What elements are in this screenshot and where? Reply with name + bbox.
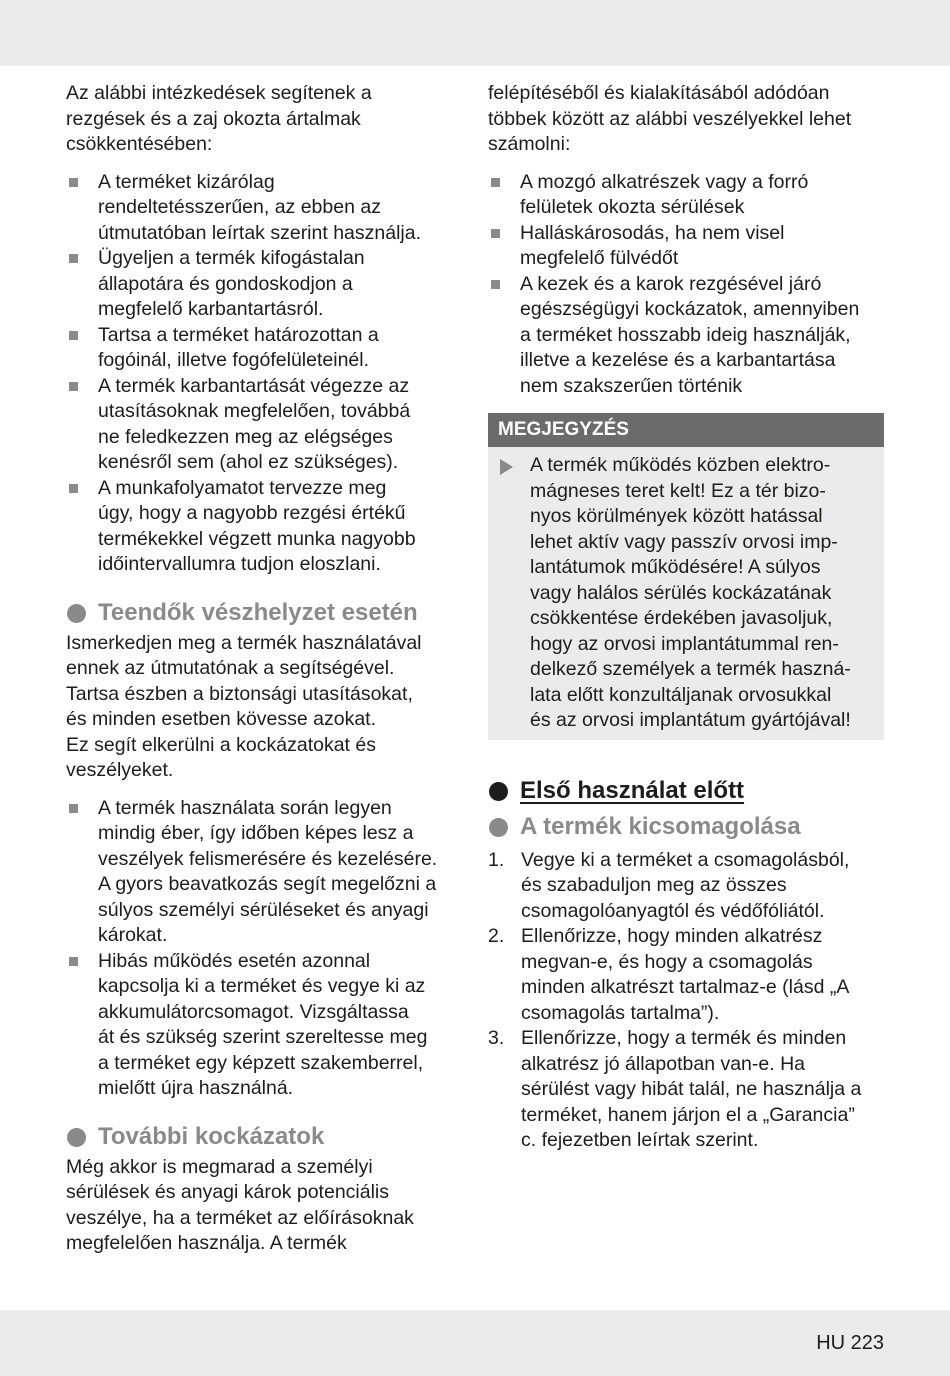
further-risks-paragraph (66, 1155, 464, 1257)
text-line: át és szükség szerint szereltesse meg (98, 1026, 428, 1048)
text-line: a terméket egy képzett szakemberrel, (98, 1051, 424, 1074)
text-line: utasításoknak megfelelően, továbbá (98, 400, 411, 422)
text-line: A mozgó alkatrészek vagy a forró (520, 170, 809, 193)
text-line: nyos körülmények között hatással (530, 505, 823, 527)
black-bullet-dot-icon (489, 782, 508, 801)
text-line: és az orvosi implantátum gyártójával! (530, 709, 851, 731)
text-line: A kezek és a karok rezgésével járó (520, 272, 822, 295)
text-line: csomagolás tartalma”). (521, 1001, 720, 1024)
risks-continued-paragraph (488, 81, 884, 158)
text-line: mielőtt újra használná. (98, 1077, 294, 1099)
text-line: minden alkatrészt tartalmaz-e (lásd „A (521, 976, 850, 998)
text-line: Még akkor is megmarad a személyi (66, 1155, 373, 1178)
text-line: számolni: (488, 133, 571, 155)
further-risks-heading-text: További kockázatok (98, 1122, 325, 1150)
list-item (488, 221, 884, 272)
square-bullet-icon (69, 957, 78, 966)
left-column (66, 81, 464, 1257)
text-line: kapcsolja ki a terméket és vegye ki az (98, 975, 426, 997)
text-line: A terméket kizárólag (98, 170, 275, 193)
text-line: terméket, hanem járjon el a „Garancia” (521, 1103, 855, 1126)
step-number: 3. (488, 1027, 505, 1049)
text-line: és minden esetben kövesse azokat. (66, 708, 377, 730)
text-line: veszélye, ha a terméket az előírásoknak (66, 1206, 414, 1229)
text-line: lehet aktív vagy passzív orvosi imp- (530, 530, 838, 553)
first-use-heading-text: Első használat előtt (520, 776, 745, 804)
text-line: megvan-e, és hogy a csomagolás (521, 950, 813, 973)
text-line: és szabaduljon meg az összes (521, 874, 787, 896)
emergency-heading (66, 598, 464, 628)
text-line: mágneses teret kelt! Ez a tér bizo- (530, 479, 826, 502)
square-bullet-icon (491, 229, 500, 238)
text-line: Tartsa a terméket határozottan a (98, 323, 379, 346)
list-item (66, 170, 464, 247)
header-bar (0, 0, 950, 66)
text-line: hogy az orvosi implantátummal ren- (530, 632, 839, 655)
further-risks-heading (66, 1122, 464, 1152)
text-line: egészségügyi kockázatok, amennyiben (520, 298, 860, 320)
note-box (488, 413, 884, 740)
square-bullet-icon (491, 178, 500, 187)
grey-bullet-dot-icon (67, 1128, 86, 1147)
text-line: csökkentésében: (66, 133, 213, 155)
risks-list (488, 170, 884, 400)
text-line: ennek az útmutatónak a segítségével. (66, 657, 395, 679)
text-line: Ügyeljen a termék kifogástalan (98, 247, 365, 269)
text-line: termékekkel végzett munka nagyobb (98, 527, 416, 550)
note-body (488, 447, 884, 740)
list-item (66, 374, 464, 476)
text-line: c. fejezetben leírtak szerint. (521, 1129, 759, 1151)
text-line: Ellenőrizze, hogy minden alkatrész (521, 925, 823, 947)
text-line: megfelelő fülvédőt (520, 247, 679, 269)
text-line: A munkafolyamatot tervezze meg (98, 476, 387, 499)
text-line: A termék működés közben elektro- (530, 454, 831, 476)
list-item (66, 323, 464, 374)
text-line: rendeltetésszerűen, az ebben az (98, 196, 381, 218)
list-item (66, 476, 464, 578)
text-line: csomagolóanyagtól és védőfóliától. (521, 899, 825, 922)
text-line: A termék használata során legyen (98, 796, 392, 819)
step-number: 2. (488, 925, 505, 947)
square-bullet-icon (69, 254, 78, 263)
step-number: 1. (488, 848, 505, 871)
text-line: időintervallumra tudjon eloszlani. (98, 553, 381, 575)
unpacking-heading-text: A termék kicsomagolása (520, 812, 801, 840)
vibration-measures-list (66, 170, 464, 578)
text-line: A gyors beavatkozás segít megelőzni a (98, 873, 437, 895)
text-line: Hibás működés esetén azonnal (98, 949, 371, 972)
step-item (488, 848, 884, 925)
text-line: a terméket hosszabb ideig használják, (520, 323, 851, 346)
right-column (488, 81, 884, 1154)
text-line: kenésről sem (ahol ez szükséges). (98, 451, 399, 473)
page-number: HU 223 (816, 1332, 884, 1354)
unpacking-steps (488, 848, 884, 1154)
text-line: vagy halálos sérülés kockázatának (530, 581, 832, 604)
text-line: Halláskárosodás, ha nem visel (520, 221, 785, 244)
first-use-heading (488, 776, 884, 806)
text-line: nem szakszerűen történik (520, 374, 743, 397)
emergency-paragraph (66, 631, 464, 784)
footer-bar (0, 1310, 950, 1376)
grey-bullet-dot-icon (489, 818, 508, 837)
arrow-right-icon (500, 459, 513, 475)
square-bullet-icon (69, 178, 78, 187)
list-item (66, 246, 464, 323)
text-line: Vegye ki a terméket a csomagolásból, (521, 848, 850, 871)
square-bullet-icon (491, 280, 500, 289)
grey-bullet-dot-icon (67, 604, 86, 623)
text-line: felületek okozta sérülések (520, 196, 745, 218)
square-bullet-icon (69, 484, 78, 493)
emergency-list (66, 796, 464, 1102)
list-item (488, 170, 884, 221)
text-line: Ellenőrizze, hogy a termék és minden (521, 1027, 847, 1049)
emergency-heading-text: Teendők vészhelyzet esetén (98, 598, 418, 626)
text-line: delkező személyek a termék haszná- (530, 658, 851, 680)
text-line: sérülések és anyagi károk potenciális (66, 1181, 390, 1203)
text-line: ne feledkezzen meg az elégséges (98, 425, 393, 448)
text-line: Tartsa észben a biztonsági utasításokat, (66, 682, 413, 705)
text-line: akkumulátorcsomagot. Vizsgáltassa (98, 1000, 409, 1023)
list-item (488, 272, 884, 400)
text-line: illetve a kezelése és a karbantartása (520, 349, 836, 371)
square-bullet-icon (69, 804, 78, 813)
text-line: megfelelő karbantartásról. (98, 298, 324, 320)
text-line: lata előtt konzultáljanak orvosukkal (530, 683, 832, 706)
list-item (66, 796, 464, 949)
text-line: lantátumok működésére! A súlyos (530, 556, 821, 578)
text-line: károkat. (98, 924, 168, 946)
text-line: megfelelően használja. A termék (66, 1232, 347, 1254)
text-line: súlyos személyi sérüléseket és anyagi (98, 898, 429, 921)
vibration-intro-paragraph (66, 81, 464, 158)
square-bullet-icon (69, 382, 78, 391)
text-line: állapotára és gondoskodjon a (98, 272, 353, 295)
text-line: veszélyeket. (66, 759, 174, 781)
step-item (488, 924, 884, 1026)
text-line: rezgések és a zaj okozta ártalmak (66, 107, 361, 130)
text-line: mindig éber, így időben képes lesz a (98, 822, 414, 844)
text-line: Ez segít elkerülni a kockázatokat és (66, 733, 376, 756)
note-text (530, 453, 874, 734)
text-line: alkatrész jó állapotban van-e. Ha (521, 1052, 805, 1075)
text-line: sérülést vagy hibát talál, ne használja a (521, 1078, 862, 1100)
text-line: többek között az alábbi veszélyekkel lehet (488, 107, 852, 130)
text-line: felépítéséből és kialakításából adódóan (488, 82, 830, 104)
text-line: úgy, hogy a nagyobb rezgési értékű (98, 502, 406, 524)
text-line: fogóinál, illetve fogófelületeinél. (98, 349, 370, 371)
text-line: csökkentése érdekében javasoljuk, (530, 607, 833, 629)
unpacking-heading (488, 812, 884, 842)
text-line: útmutatóban leírtak szerint használja. (98, 221, 422, 244)
step-item (488, 1026, 884, 1154)
text-line: A termék karbantartását végezze az (98, 374, 410, 397)
text-line: Ismerkedjen meg a termék használatával (66, 631, 422, 654)
text-line: veszélyek felismerésére és kezelésére. (98, 847, 438, 870)
note-title: MEGJEGYZÉS (488, 413, 884, 447)
square-bullet-icon (69, 331, 78, 340)
list-item (66, 949, 464, 1102)
text-line: Az alábbi intézkedések segítenek a (66, 82, 372, 104)
